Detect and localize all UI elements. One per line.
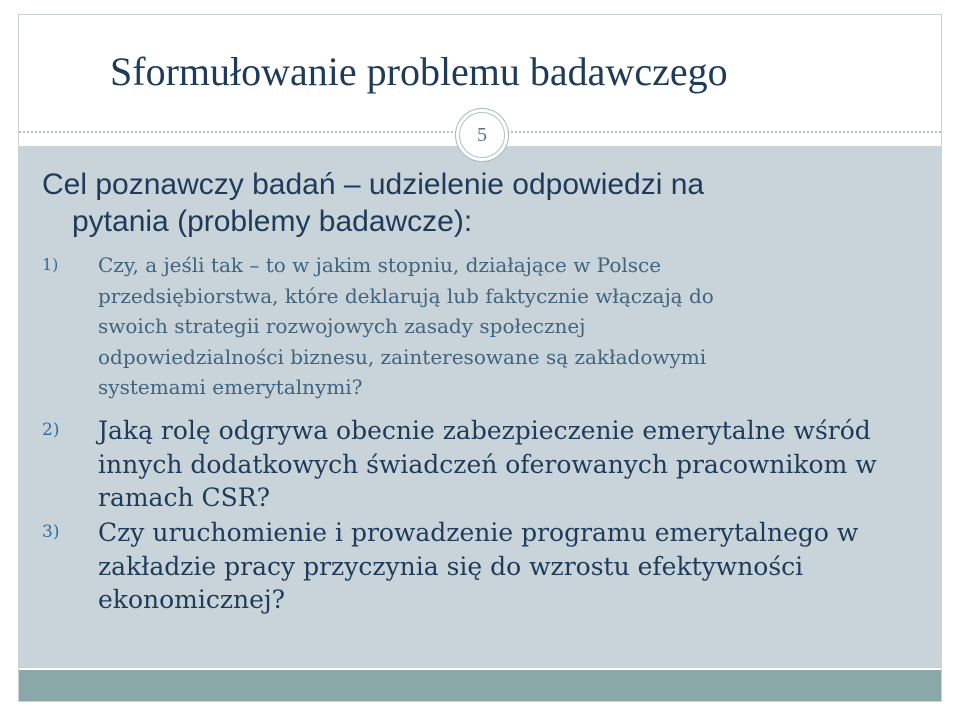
question-line: przedsiębiorstwa, które deklarują lub faktycznie włączają do — [98, 283, 714, 308]
question-3 — [42, 516, 922, 617]
question-line: zakładzie pracy przyczynia się do wzrostu efektywności — [98, 551, 804, 581]
footer-bar — [19, 670, 941, 701]
question-line: ramach CSR? — [98, 483, 270, 512]
question-line: swoich strategii rozwojowych zasady społecznej — [98, 314, 586, 338]
question-1 — [42, 250, 922, 403]
question-line: Czy, a jeśli tak – to w jakim stopniu, działające w Polsce — [98, 253, 662, 277]
question-line: odpowiedzialności biznesu, zainteresowane są zakładowymi — [98, 344, 707, 369]
question-list-item — [42, 250, 922, 403]
question-line: innych dodatkowych świadczeń oferowanych pracownikom w — [98, 449, 877, 479]
lead-line-1: Cel poznawczy badań – udzielenie odpowiedzi na — [42, 168, 705, 201]
page-number-badge — [455, 108, 509, 162]
question-text — [98, 516, 922, 617]
question-list-item — [42, 414, 922, 515]
question-text — [98, 414, 922, 515]
question-number: 2) — [42, 420, 60, 440]
question-line: systemami emerytalnymi? — [98, 375, 363, 399]
lead-paragraph — [42, 166, 902, 240]
question-list-item — [42, 516, 922, 617]
question-number: 3) — [42, 522, 60, 542]
question-number: 1) — [42, 255, 59, 274]
question-2 — [42, 414, 922, 515]
lead-line-2: pytania (problemy badawcze): — [72, 205, 473, 238]
slide-title: Sformułowanie problemu badawczego — [110, 49, 728, 94]
question-text — [98, 250, 922, 403]
question-line: ekonomicznej? — [98, 585, 286, 614]
question-line: Czy uruchomienie i prowadzenie programu emerytalnego w — [98, 518, 859, 547]
question-line: Jaką rolę odgrywa obecnie zabezpieczenie emerytalne wśród — [98, 416, 871, 445]
page-number: 5 — [477, 123, 487, 146]
